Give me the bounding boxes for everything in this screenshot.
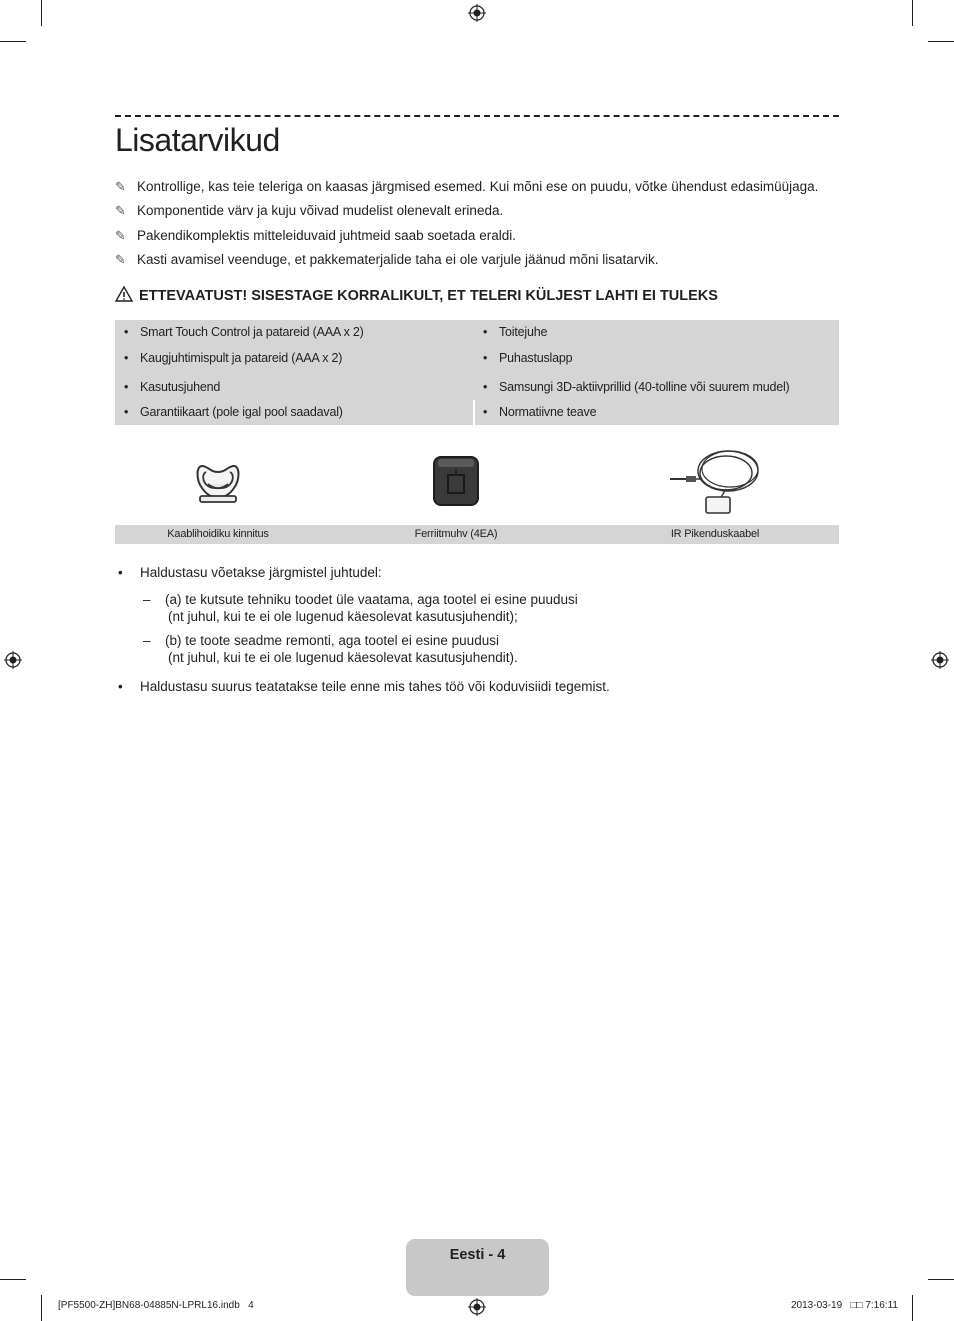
service-intro: • Haldustasu võetakse järgmistel juhtudel: xyxy=(118,565,382,580)
crop-mark xyxy=(41,1295,42,1321)
note-text: Kasti avamisel veenduge, et pakkematerjalide taha ei ole varjule jäänud mõni lisatarvik. xyxy=(137,252,659,267)
image-caption: IR Pikenduskaabel xyxy=(670,528,760,540)
page-title: Lisatarvikud xyxy=(115,122,280,158)
note-pencil-icon: ✎ xyxy=(115,179,126,194)
note-item xyxy=(115,252,659,268)
table-divider xyxy=(473,400,475,425)
crop-mark xyxy=(912,0,913,26)
image-caption: Kaablihoidiku kinnitus xyxy=(167,528,269,540)
accessory-item: • Puhastuslapp xyxy=(483,351,573,365)
crop-mark xyxy=(0,1279,26,1280)
crop-mark xyxy=(0,41,26,42)
note-pencil-icon: ✎ xyxy=(115,228,126,243)
warning-triangle-icon xyxy=(115,286,133,302)
page-number: Eesti - 4 xyxy=(449,1247,506,1263)
registration-mark-icon xyxy=(468,1298,486,1316)
note-pencil-icon: ✎ xyxy=(115,203,126,218)
note-text: Pakendikomplektis mitteleiduvaid juhtmeid saab soetada eraldi. xyxy=(137,228,516,243)
accessory-item: • Garantiikaart (pole igal pool saadaval) xyxy=(124,405,343,419)
accessory-item: • Normatiivne teave xyxy=(483,405,597,419)
crop-mark xyxy=(912,1295,913,1321)
service-case-b-detail: (nt juhul, kui te ei ole lugenud käesolevat kasutusjuhendit). xyxy=(168,650,518,665)
accessory-item: • Toitejuhe xyxy=(483,325,548,339)
accessory-item: • Kasutusjuhend xyxy=(124,380,221,394)
accessory-item: • Samsungi 3D-aktiivprillid (40-tolline või suurem mudel) xyxy=(483,380,790,394)
file-slug: [PF5500-ZH]BN68-04885N-LPRL16.indb 4 xyxy=(58,1300,254,1311)
title-rule xyxy=(115,115,839,117)
ferrite-core-image xyxy=(432,455,480,507)
note-item xyxy=(115,179,818,195)
accessory-item: • Smart Touch Control ja patareid (AAA x 2) xyxy=(124,325,364,339)
service-case-b: – (b) te toote seadme remonti, aga tootel ei esine puudusi xyxy=(143,633,499,648)
registration-mark-icon xyxy=(931,651,949,669)
note-pencil-icon: ✎ xyxy=(115,252,126,267)
cable-holder-image xyxy=(192,458,244,506)
image-caption: Ferriitmuhv (4EA) xyxy=(414,528,498,540)
service-case-a: – (a) te kutsute tehniku toodet üle vaatama, aga tootel ei esine puudusi xyxy=(143,592,578,607)
ir-extension-cable-image xyxy=(668,443,764,523)
registration-mark-icon xyxy=(468,4,486,22)
print-timestamp: 2013-03-19 □□ 7:16:11 xyxy=(791,1300,898,1311)
note-text: Kontrollige, kas teie teleriga on kaasas järgmised esemed. Kui mõni ese on puudu, võtke ühendust edasimüüjaga. xyxy=(137,179,819,194)
caution-heading xyxy=(115,286,718,304)
crop-mark xyxy=(41,0,42,26)
service-note: • Haldustasu suurus teatatakse teile enne mis tahes töö või koduvisiidi tegemist. xyxy=(118,679,610,694)
crop-mark xyxy=(928,1279,954,1280)
service-case-a-detail: (nt juhul, kui te ei ole lugenud käesolevat kasutusjuhendit); xyxy=(168,609,518,624)
accessory-item: • Kaugjuhtimispult ja patareid (AAA x 2) xyxy=(124,351,343,365)
crop-mark xyxy=(928,41,954,42)
note-item xyxy=(115,203,503,219)
note-item xyxy=(115,228,516,244)
caution-text: ETTEVAATUST! SISESTAGE KORRALIKULT, ET TELERI KÜLJEST LAHTI EI TULEKS xyxy=(139,288,718,304)
registration-mark-icon xyxy=(4,651,22,669)
note-text: Komponentide värv ja kuju võivad mudelist olenevalt erineda. xyxy=(137,203,504,218)
